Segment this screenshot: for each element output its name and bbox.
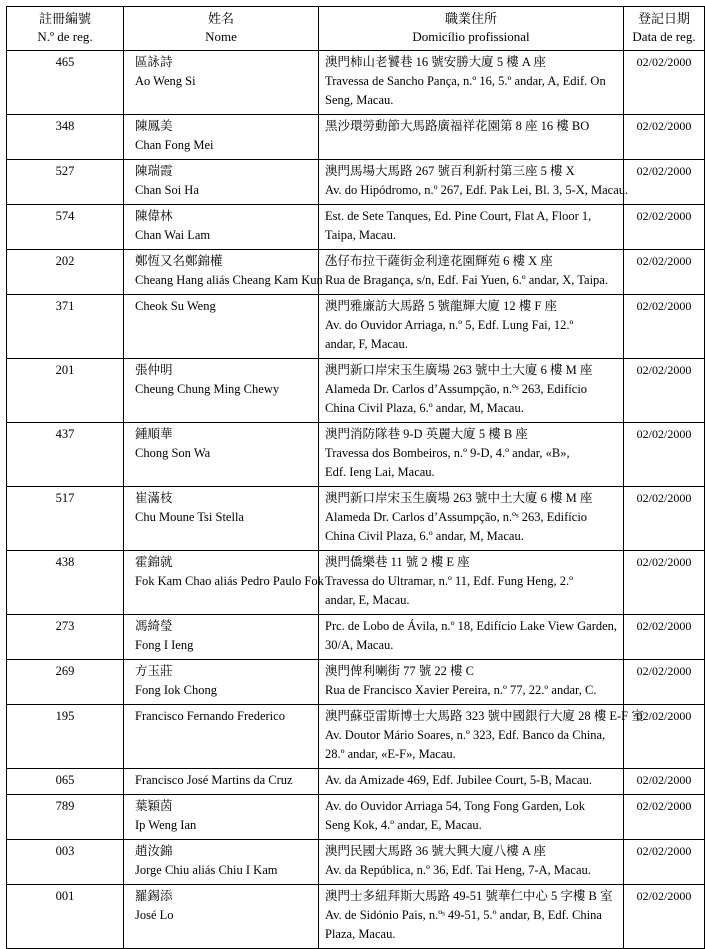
name-line: 鄭恆又名鄭錦權 [135,254,223,268]
address-cell [319,615,624,660]
reg-number-cell [7,615,124,660]
reg-number: 003 [55,844,75,858]
header-name-pt: Nome [205,29,237,44]
name-cell [124,705,319,769]
name-line: 鍾順華 [135,427,173,441]
name-line: 區詠詩 [135,55,173,69]
name-cell [124,551,324,615]
reg-number-cell [7,250,124,295]
table-row [7,551,705,615]
reg-date-cell [624,115,705,160]
reg-date: 02/02/2000 [636,55,692,69]
address-line: Travessa do Ultramar, n.º 11, Edf. Fung Heng, 2.º [325,574,573,588]
reg-date: 02/02/2000 [636,844,692,858]
reg-number-cell [7,705,124,769]
address-cell [319,769,624,795]
reg-number: 273 [55,619,75,633]
name-cell [124,115,319,160]
name-line: 羅錫添 [135,889,173,903]
reg-number: 202 [55,254,75,268]
name-line: Fong I Ieng [135,638,194,652]
reg-number: 517 [55,491,75,505]
table-row [7,885,705,949]
header-reg-no-pt: N.º de reg. [37,29,93,44]
table-row [7,769,705,795]
table-row [7,205,705,250]
reg-number: 348 [55,119,75,133]
header-address-zh: 職業住所 [444,11,497,26]
name-line: Francisco Fernando Frederico [135,709,285,723]
table-row [7,423,705,487]
address-line: Alameda Dr. Carlos d’Assumpção, n.ºˢ 263, Edifício [325,382,588,396]
name-line: Cheok Su Weng [135,299,216,313]
address-line: Plaza, Macau. [325,927,396,941]
reg-date-cell [624,840,705,885]
name-line: Chong Son Wa [135,446,211,460]
address-line: Av. do Ouvidor Arriaga 54, Tong Fong Garden, Lok [325,799,585,813]
reg-number-cell [7,660,124,705]
header-row [7,7,705,51]
address-line: Rua de Bragança, s/n, Edf. Fai Yuen, 6.º andar, X, Taipa. [325,273,608,287]
address-line: Seng, Macau. [325,93,394,107]
name-cell [124,660,319,705]
name-line: 葉穎茵 [135,799,173,813]
reg-date-cell [624,551,705,615]
address-line: Prc. de Lobo de Ávila, n.º 18, Edifício Lake View Garden, [325,619,618,633]
name-line: 張仲明 [135,363,173,377]
reg-number-cell [7,840,124,885]
reg-number: 371 [55,299,75,313]
reg-number: 789 [55,799,75,813]
reg-number-cell [7,551,124,615]
address-cell [319,160,629,205]
name-line: 陳瑞霞 [135,164,173,178]
address-line: 30/A, Macau. [325,638,394,652]
address-cell [319,51,624,115]
reg-date: 02/02/2000 [636,619,692,633]
address-line: 澳門消防隊巷 9-D 英麗大廈 5 樓 B 座 [325,427,528,441]
name-line: Francisco José Martins da Cruz [135,773,293,787]
table-row [7,795,705,840]
name-line: Chan Fong Mei [135,138,214,152]
reg-date: 02/02/2000 [636,664,692,678]
address-cell [319,885,624,949]
name-line: 趙汝錦 [135,844,173,858]
name-line: José Lo [135,908,174,922]
address-line: Av. da Amizade 469, Edf. Jubilee Court, 5-B, Macau. [325,773,592,787]
reg-date: 02/02/2000 [636,773,692,787]
reg-date: 02/02/2000 [636,299,692,313]
reg-number: 201 [55,363,75,377]
name-line: Fong Iok Chong [135,683,217,697]
address-line: 澳門雅廉訪大馬路 5 號龍輝大廈 12 樓 F 座 [325,299,557,313]
reg-number: 438 [55,555,75,569]
table-row [7,115,705,160]
reg-number-cell [7,115,124,160]
header-reg-no-zh: 註冊編號 [38,11,91,26]
name-cell [124,487,319,551]
table-row [7,487,705,551]
name-line: Cheung Chung Ming Chewy [135,382,280,396]
header-reg-date-pt: Data de reg. [632,29,696,44]
address-line: Est. de Sete Tanques, Ed. Pine Court, Flat A, Floor 1, [325,209,592,223]
reg-number-cell [7,769,124,795]
name-line: Fok Kam Chao aliás Pedro Paulo Fok [135,574,324,588]
address-line: Av. Doutor Mário Soares, n.º 323, Edf. Banco da China, [325,728,606,742]
address-cell [319,359,624,423]
address-line: Av. de Sidónio Pais, n.ºˢ 49-51, 5.º andar, B, Edf. China [325,908,602,922]
address-cell [319,205,624,250]
name-line: Jorge Chiu aliás Chiu I Kam [135,863,278,877]
reg-date-cell [624,423,705,487]
reg-number: 065 [55,773,75,787]
name-cell [124,205,319,250]
address-line: 澳門士多紐拜斯大馬路 49-51 號華仁中心 5 字樓 B 室 [325,889,613,903]
name-line: Ip Weng Ian [135,818,197,832]
reg-date: 02/02/2000 [636,889,692,903]
name-cell [124,840,319,885]
reg-date: 02/02/2000 [636,363,692,377]
table-row [7,295,705,359]
reg-date-cell [624,660,705,705]
reg-number: 465 [55,55,75,69]
table-row [7,359,705,423]
address-cell [319,660,624,705]
address-cell [319,295,624,359]
name-line: Cheang Hang aliás Cheang Kam Kun [135,273,323,287]
name-cell [124,359,319,423]
reg-date-cell [624,51,705,115]
name-line: 崔滿枝 [135,491,173,505]
address-line: Av. do Hipódromo, n.º 267, Edf. Pak Lei, Bl. 3, 5-X, Macau. [325,183,629,197]
name-cell [124,295,319,359]
reg-number-cell [7,423,124,487]
address-line: andar, E, Macau. [325,593,410,607]
reg-date: 02/02/2000 [636,709,692,723]
address-line: 澳門新口岸宋玉生廣場 263 號中土大廈 6 樓 M 座 [325,491,593,505]
header-reg-date [624,7,705,51]
name-line: 馮綺瑩 [135,619,173,633]
address-line: 澳門柿山老饕巷 16 號安勝大廈 5 樓 A 座 [325,55,546,69]
address-line: 28.º andar, «E-F», Macau. [325,747,456,761]
address-line: Av. da República, n.º 36, Edf. Tai Heng, 7-A, Macau. [325,863,591,877]
address-line: andar, F, Macau. [325,337,408,351]
name-cell [124,885,319,949]
header-reg-no [7,7,124,51]
name-cell [124,160,319,205]
reg-date: 02/02/2000 [636,209,692,223]
reg-date: 02/02/2000 [636,164,692,178]
reg-number: 195 [55,709,75,723]
reg-number-cell [7,359,124,423]
table-row [7,705,705,769]
address-cell [319,795,624,840]
reg-number-cell [7,205,124,250]
table-row [7,660,705,705]
name-line: Chu Moune Tsi Stella [135,510,244,524]
address-line: Travessa dos Bombeiros, n.º 9-D, 4.º andar, «B», [325,446,570,460]
table-body [7,51,705,949]
address-line: Alameda Dr. Carlos d’Assumpção, n.ºˢ 263, Edifício [325,510,588,524]
table-row [7,840,705,885]
name-cell [124,615,319,660]
reg-date: 02/02/2000 [636,799,692,813]
address-line: China Civil Plaza, 6.º andar, M, Macau. [325,529,524,543]
reg-date: 02/02/2000 [636,119,692,133]
name-line: 方玉莊 [135,664,173,678]
address-line: Av. do Ouvidor Arriaga, n.º 5, Edf. Lung Fai, 12.º [325,318,574,332]
address-line: 澳門民國大馬路 36 號大興大廈八樓 A 座 [325,844,546,858]
reg-date-cell [624,487,705,551]
reg-date-cell [624,160,705,205]
reg-date: 02/02/2000 [636,427,692,441]
name-line: Chan Soi Ha [135,183,199,197]
address-line: 澳門僑樂巷 11 號 2 樓 E 座 [325,555,470,569]
address-line: 澳門俾利喇街 77 號 22 樓 C [325,664,474,678]
address-line: Rua de Francisco Xavier Pereira, n.º 77, 22.º andar, C. [325,683,597,697]
address-line: 澳門新口岸宋玉生廣場 263 號中土大廈 6 樓 M 座 [325,363,593,377]
name-cell [124,250,323,295]
reg-date-cell [624,295,705,359]
reg-date: 02/02/2000 [636,555,692,569]
address-line: China Civil Plaza, 6.º andar, M, Macau. [325,401,524,415]
reg-number-cell [7,885,124,949]
reg-date-cell [624,205,705,250]
address-line: Travessa de Sancho Pança, n.º 16, 5.º andar, A, Edif. On [325,74,606,88]
name-line: Ao Weng Si [135,74,196,88]
reg-number: 574 [55,209,75,223]
header-name-zh: 姓名 [207,11,234,26]
name-line: 陳偉林 [135,209,173,223]
name-line: Chan Wai Lam [135,228,211,242]
reg-number-cell [7,295,124,359]
reg-date: 02/02/2000 [636,491,692,505]
address-cell [319,250,624,295]
registry-table [6,6,705,949]
address-cell [319,705,644,769]
name-line: 陳鳳美 [135,119,173,133]
address-cell [319,423,624,487]
header-reg-date-zh: 登記日期 [637,11,690,26]
table-row [7,51,705,115]
reg-number-cell [7,160,124,205]
address-line: 黑沙環勞動節大馬路廣福祥花園第 8 座 16 樓 BO [325,119,590,133]
reg-date-cell [624,795,705,840]
name-cell [124,423,319,487]
address-line: Edf. Ieng Lai, Macau. [325,465,435,479]
address-cell [319,115,624,160]
reg-date-cell [624,615,705,660]
reg-number: 527 [55,164,75,178]
reg-date-cell [624,250,705,295]
address-cell [319,487,624,551]
address-line: Taipa, Macau. [325,228,396,242]
reg-date: 02/02/2000 [636,254,692,268]
header-address-pt: Domicílio profissional [412,29,530,44]
name-cell [124,51,319,115]
reg-number: 437 [55,427,75,441]
table-row [7,250,705,295]
reg-number-cell [7,487,124,551]
header-name [124,7,319,51]
name-cell [124,795,319,840]
name-cell [124,769,319,795]
reg-date-cell [624,769,705,795]
reg-date-cell [624,885,705,949]
address-line: 澳門馬場大馬路 267 號百利新村第三座 5 樓 X [325,164,575,178]
reg-number: 269 [55,664,75,678]
reg-number-cell [7,795,124,840]
reg-date-cell [624,359,705,423]
reg-number: 001 [55,889,75,903]
table-row [7,160,705,205]
address-line: Seng Kok, 4.º andar, E, Macau. [325,818,482,832]
address-cell [319,840,624,885]
address-line: 澳門蘇亞雷斯博士大馬路 323 號中國銀行大廈 28 樓 E-F 室 [325,709,644,723]
table-row [7,615,705,660]
address-line: 氹仔布拉干薩街金利達花園輝苑 6 樓 X 座 [325,254,553,268]
reg-number-cell [7,51,124,115]
header-address [319,7,624,51]
address-cell [319,551,624,615]
name-line: 霍錦就 [135,555,173,569]
